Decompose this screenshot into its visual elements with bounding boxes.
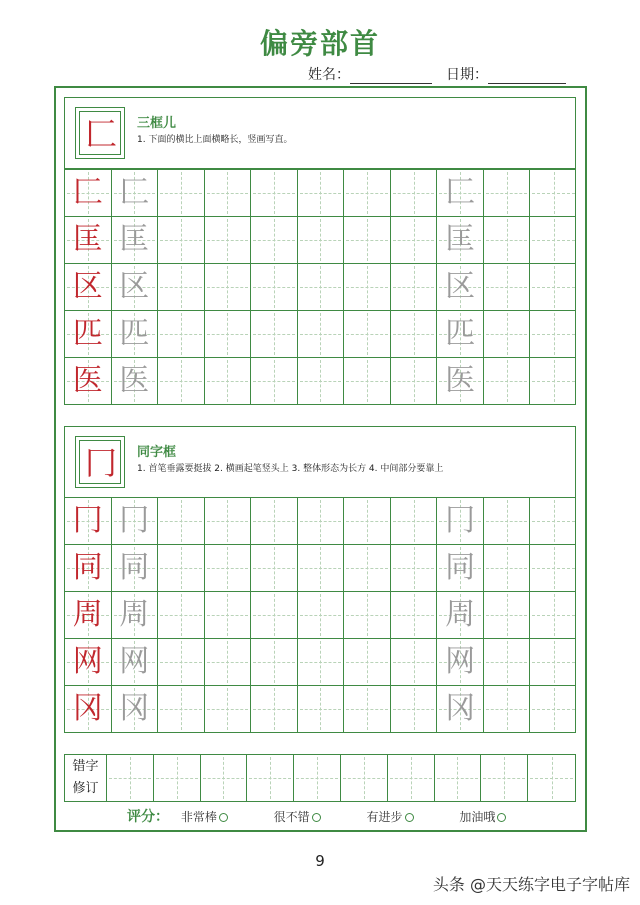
writing-cell[interactable] — [298, 217, 345, 263]
practice-grid-sankuang — [64, 169, 576, 405]
rating-bar — [127, 806, 548, 826]
trace-char: 同 — [445, 550, 476, 585]
writing-cell[interactable] — [251, 545, 298, 591]
radical-box — [75, 107, 125, 159]
model-char: 冈 — [72, 691, 103, 726]
writing-cell[interactable] — [65, 311, 112, 357]
writing-cell[interactable] — [484, 545, 531, 591]
practice-row — [65, 170, 575, 217]
writing-cell[interactable] — [298, 639, 345, 685]
writing-cell[interactable] — [484, 217, 531, 263]
practice-row — [65, 686, 575, 733]
writing-cell[interactable] — [158, 358, 205, 404]
trace-char: 冈 — [119, 691, 150, 726]
writing-cell[interactable] — [298, 686, 345, 732]
correction-cell[interactable] — [435, 755, 482, 801]
writing-cell[interactable] — [344, 592, 391, 638]
trace-char: 周 — [119, 597, 150, 632]
circle-icon — [405, 813, 414, 822]
writing-cell[interactable] — [251, 498, 298, 544]
writing-cell[interactable] — [484, 592, 531, 638]
writing-cell[interactable] — [158, 592, 205, 638]
writing-cell[interactable] — [65, 358, 112, 404]
writing-cell[interactable] — [391, 545, 438, 591]
writing-cell[interactable] — [391, 592, 438, 638]
writing-cell[interactable] — [112, 170, 159, 216]
section-name: 同字框 — [137, 445, 177, 460]
date-label: 日期： — [446, 67, 488, 83]
trace-char: 网 — [445, 644, 476, 679]
writing-cell[interactable] — [205, 686, 252, 732]
circle-icon — [497, 813, 506, 822]
trace-char: 医 — [445, 363, 476, 398]
rating-option-4[interactable]: 加油哦 — [459, 808, 506, 825]
correction-cell[interactable] — [388, 755, 435, 801]
correction-row — [64, 754, 576, 802]
correction-label — [65, 755, 107, 801]
writing-cell[interactable] — [251, 311, 298, 357]
writing-cell[interactable] — [484, 498, 531, 544]
section-header-sankuang — [64, 97, 576, 169]
writing-cell[interactable] — [391, 170, 438, 216]
writing-cell[interactable] — [344, 498, 391, 544]
writing-cell[interactable] — [251, 686, 298, 732]
writing-cell[interactable] — [530, 170, 577, 216]
writing-cell[interactable] — [344, 358, 391, 404]
model-char: 网 — [72, 644, 103, 679]
writing-cell[interactable] — [65, 639, 112, 685]
rating-option-2[interactable]: 很不错 — [274, 808, 321, 825]
writing-cell[interactable] — [484, 358, 531, 404]
writing-cell[interactable] — [298, 170, 345, 216]
correction-label-line2: 修订 — [72, 781, 99, 796]
practice-row — [65, 311, 575, 358]
practice-row — [65, 545, 575, 592]
correction-cell[interactable] — [528, 755, 575, 801]
practice-row — [65, 592, 575, 639]
writing-cell[interactable] — [484, 639, 531, 685]
trace-char: 匡 — [119, 222, 150, 257]
writing-cell[interactable] — [112, 592, 159, 638]
writing-cell[interactable] — [158, 639, 205, 685]
date-blank[interactable] — [488, 70, 566, 84]
writing-cell[interactable] — [158, 686, 205, 732]
writing-cell[interactable] — [344, 639, 391, 685]
practice-grid-tongzikuang — [64, 497, 576, 733]
writing-cell[interactable] — [437, 592, 484, 638]
section-header-tongzikuang — [64, 426, 576, 498]
writing-cell[interactable] — [251, 358, 298, 404]
writing-cell[interactable] — [530, 498, 577, 544]
model-char: 冂 — [72, 503, 103, 538]
trace-char: 区 — [445, 269, 476, 304]
practice-row — [65, 264, 575, 311]
writing-cell[interactable] — [344, 311, 391, 357]
trace-char: 网 — [119, 644, 150, 679]
writing-cell[interactable] — [158, 498, 205, 544]
radical-box — [75, 436, 125, 488]
writing-cell[interactable] — [112, 217, 159, 263]
writing-cell[interactable] — [437, 311, 484, 357]
writing-cell[interactable] — [112, 264, 159, 310]
writing-cell[interactable] — [251, 639, 298, 685]
circle-icon — [219, 813, 228, 822]
practice-row — [65, 358, 575, 405]
correction-cell[interactable] — [201, 755, 248, 801]
writing-cell[interactable] — [205, 592, 252, 638]
correction-cell[interactable] — [154, 755, 201, 801]
writing-cell[interactable] — [298, 311, 345, 357]
page-title: 偏旁部首 — [259, 27, 380, 60]
writing-cell[interactable] — [437, 639, 484, 685]
writing-cell[interactable] — [530, 264, 577, 310]
trace-char: 冂 — [119, 503, 150, 538]
model-char: 匡 — [72, 222, 103, 257]
name-field — [308, 64, 432, 84]
writing-cell[interactable] — [205, 311, 252, 357]
writing-cell[interactable] — [391, 498, 438, 544]
correction-cell[interactable] — [294, 755, 341, 801]
writing-cell[interactable] — [158, 217, 205, 263]
trace-char: 冈 — [445, 691, 476, 726]
correction-label-line1: 错字 — [72, 759, 99, 774]
trace-char: 匹 — [445, 316, 476, 351]
writing-cell[interactable] — [205, 358, 252, 404]
page-number: 9 — [315, 852, 325, 870]
section-tip: 1. 下面的横比上面横略长，竖画写直。 — [137, 135, 293, 145]
writing-cell[interactable] — [112, 545, 159, 591]
trace-char: 匡 — [445, 222, 476, 257]
writing-cell[interactable] — [251, 170, 298, 216]
writing-cell[interactable] — [437, 545, 484, 591]
writing-cell[interactable] — [530, 217, 577, 263]
model-char: 匚 — [72, 175, 103, 210]
writing-cell[interactable] — [437, 264, 484, 310]
writing-cell[interactable] — [391, 217, 438, 263]
writing-cell[interactable] — [437, 217, 484, 263]
name-blank[interactable] — [350, 70, 432, 84]
writing-cell[interactable] — [437, 358, 484, 404]
model-char: 同 — [72, 550, 103, 585]
writing-cell[interactable] — [298, 264, 345, 310]
writing-cell[interactable] — [65, 545, 112, 591]
writing-cell[interactable] — [530, 358, 577, 404]
writing-cell[interactable] — [530, 545, 577, 591]
correction-cell[interactable] — [481, 755, 528, 801]
writing-cell[interactable] — [391, 358, 438, 404]
writing-cell[interactable] — [344, 170, 391, 216]
trace-char: 周 — [445, 597, 476, 632]
writing-cell[interactable] — [484, 686, 531, 732]
writing-cell[interactable] — [65, 217, 112, 263]
writing-cell[interactable] — [112, 639, 159, 685]
section-name: 三框儿 — [137, 116, 177, 131]
writing-cell[interactable] — [205, 498, 252, 544]
radical-char: 匚 — [84, 115, 117, 153]
rating-option-1[interactable]: 非常棒 — [181, 808, 228, 825]
writing-cell[interactable] — [484, 311, 531, 357]
writing-cell[interactable] — [65, 170, 112, 216]
writing-cell[interactable] — [205, 264, 252, 310]
writing-cell[interactable] — [437, 686, 484, 732]
writing-cell[interactable] — [437, 170, 484, 216]
section-tip: 1. 首笔垂露要挺拔 2. 横画起笔竖头上 3. 整体形态为长方 4. 中间部分要靠上 — [137, 464, 444, 474]
model-char: 区 — [72, 269, 103, 304]
model-char: 匹 — [72, 316, 103, 351]
writing-cell[interactable] — [484, 264, 531, 310]
trace-char: 同 — [119, 550, 150, 585]
trace-char: 医 — [119, 363, 150, 398]
writing-cell[interactable] — [344, 686, 391, 732]
writing-cell[interactable] — [251, 264, 298, 310]
model-char: 医 — [72, 363, 103, 398]
writing-cell[interactable] — [298, 498, 345, 544]
correction-cell[interactable] — [341, 755, 388, 801]
writing-cell[interactable] — [530, 639, 577, 685]
model-char: 周 — [72, 597, 103, 632]
writing-cell[interactable] — [530, 311, 577, 357]
writing-cell[interactable] — [112, 311, 159, 357]
rating-label: 评分： — [127, 809, 169, 825]
trace-char: 区 — [119, 269, 150, 304]
writing-cell[interactable] — [298, 592, 345, 638]
writing-cell[interactable] — [205, 639, 252, 685]
watermark: 头条 @天天练字电子字帖库 — [432, 875, 630, 894]
trace-char: 冂 — [445, 503, 476, 538]
radical-char: 冂 — [84, 444, 117, 482]
correction-cell[interactable] — [107, 755, 154, 801]
circle-icon — [312, 813, 321, 822]
trace-char: 匚 — [119, 175, 150, 210]
correction-cell[interactable] — [247, 755, 294, 801]
writing-cell[interactable] — [251, 592, 298, 638]
writing-cell[interactable] — [112, 686, 159, 732]
name-label: 姓名： — [308, 67, 350, 83]
writing-cell[interactable] — [112, 498, 159, 544]
writing-cell[interactable] — [205, 217, 252, 263]
writing-cell[interactable] — [65, 264, 112, 310]
practice-row — [65, 498, 575, 545]
writing-cell[interactable] — [530, 592, 577, 638]
trace-char: 匹 — [119, 316, 150, 351]
writing-cell[interactable] — [530, 686, 577, 732]
rating-option-3[interactable]: 有进步 — [367, 808, 414, 825]
writing-cell[interactable] — [344, 217, 391, 263]
practice-row — [65, 639, 575, 686]
writing-cell[interactable] — [391, 311, 438, 357]
writing-cell[interactable] — [158, 170, 205, 216]
trace-char: 匚 — [445, 175, 476, 210]
writing-cell[interactable] — [391, 686, 438, 732]
writing-cell[interactable] — [65, 686, 112, 732]
writing-cell[interactable] — [484, 170, 531, 216]
writing-cell[interactable] — [65, 592, 112, 638]
writing-cell[interactable] — [205, 545, 252, 591]
date-field — [446, 64, 566, 84]
writing-cell[interactable] — [112, 358, 159, 404]
writing-cell[interactable] — [298, 545, 345, 591]
writing-cell[interactable] — [344, 264, 391, 310]
writing-cell[interactable] — [158, 545, 205, 591]
writing-cell[interactable] — [437, 498, 484, 544]
writing-cell[interactable] — [251, 217, 298, 263]
writing-cell[interactable] — [391, 639, 438, 685]
writing-cell[interactable] — [391, 264, 438, 310]
writing-cell[interactable] — [158, 264, 205, 310]
writing-cell[interactable] — [344, 545, 391, 591]
writing-cell[interactable] — [158, 311, 205, 357]
writing-cell[interactable] — [205, 170, 252, 216]
writing-cell[interactable] — [298, 358, 345, 404]
writing-cell[interactable] — [65, 498, 112, 544]
practice-row — [65, 217, 575, 264]
